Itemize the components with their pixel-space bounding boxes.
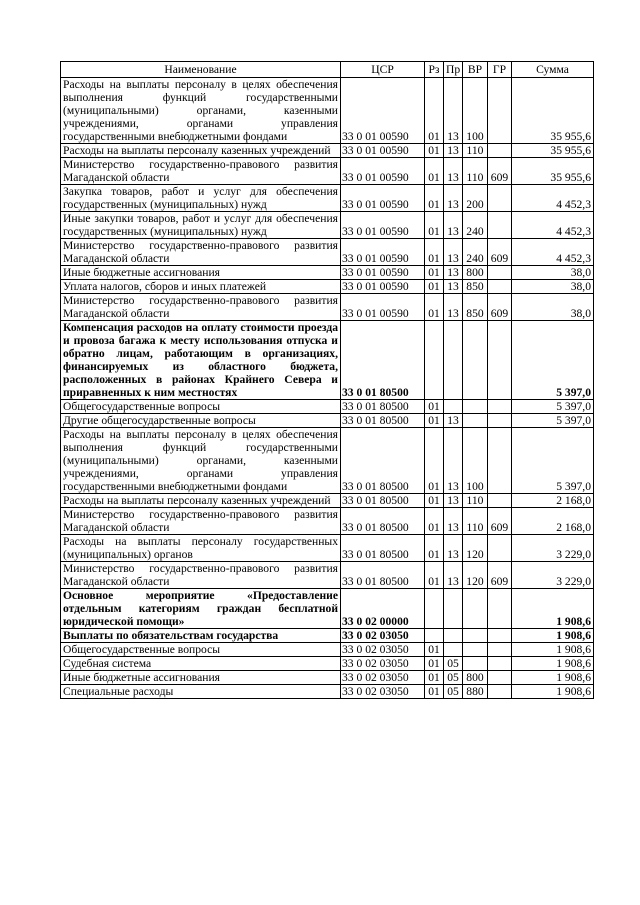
table-row <box>61 629 594 643</box>
cell-rz: 01 <box>425 685 444 699</box>
table-row <box>61 508 594 535</box>
cell-csr: 33 0 01 00590 <box>341 78 425 144</box>
cell-sum: 38,0 <box>512 294 594 321</box>
cell-rz: 01 <box>425 239 444 266</box>
cell-gr <box>488 428 512 494</box>
table-body <box>61 78 594 699</box>
header-gr: ГР <box>488 62 512 78</box>
cell-csr: 33 0 01 00590 <box>341 266 425 280</box>
cell-sum: 4 452,3 <box>512 185 594 212</box>
cell-vr: 240 <box>463 212 488 239</box>
header-name: Наименование <box>61 62 341 78</box>
cell-rz: 01 <box>425 657 444 671</box>
cell-sum: 35 955,6 <box>512 78 594 144</box>
cell-pr: 13 <box>444 266 463 280</box>
cell-gr <box>488 535 512 562</box>
cell-vr: 800 <box>463 266 488 280</box>
cell-vr <box>463 414 488 428</box>
cell-csr: 33 0 02 03050 <box>341 685 425 699</box>
cell-rz: 01 <box>425 294 444 321</box>
cell-pr: 13 <box>444 414 463 428</box>
cell-rz <box>425 629 444 643</box>
cell-csr: 33 0 01 00590 <box>341 294 425 321</box>
cell-gr: 609 <box>488 294 512 321</box>
cell-rz: 01 <box>425 414 444 428</box>
cell-name: Другие общегосударственные вопросы <box>61 414 341 428</box>
cell-vr <box>463 629 488 643</box>
cell-vr: 110 <box>463 158 488 185</box>
cell-pr: 13 <box>444 185 463 212</box>
cell-csr: 33 0 01 80500 <box>341 321 425 400</box>
cell-rz <box>425 321 444 400</box>
budget-table-page <box>60 61 593 699</box>
cell-pr: 13 <box>444 535 463 562</box>
table-row <box>61 212 594 239</box>
cell-vr: 850 <box>463 294 488 321</box>
cell-csr: 33 0 02 03050 <box>341 629 425 643</box>
cell-gr <box>488 643 512 657</box>
cell-gr <box>488 280 512 294</box>
cell-sum: 1 908,6 <box>512 643 594 657</box>
cell-name: Расходы на выплаты персоналу казенных учреждений <box>61 494 341 508</box>
cell-sum: 2 168,0 <box>512 508 594 535</box>
table-row <box>61 78 594 144</box>
cell-rz: 01 <box>425 643 444 657</box>
cell-gr: 609 <box>488 239 512 266</box>
cell-gr: 609 <box>488 158 512 185</box>
cell-gr <box>488 685 512 699</box>
cell-gr: 609 <box>488 508 512 535</box>
cell-rz: 01 <box>425 158 444 185</box>
table-row <box>61 562 594 589</box>
table-row <box>61 321 594 400</box>
cell-vr: 850 <box>463 280 488 294</box>
cell-csr: 33 0 02 03050 <box>341 643 425 657</box>
table-row <box>61 428 594 494</box>
cell-name: Министерство государственно-правового развития Магаданской области <box>61 294 341 321</box>
cell-csr: 33 0 01 00590 <box>341 239 425 266</box>
cell-csr: 33 0 01 80500 <box>341 508 425 535</box>
cell-pr <box>444 643 463 657</box>
cell-gr <box>488 185 512 212</box>
cell-csr: 33 0 01 80500 <box>341 562 425 589</box>
cell-vr <box>463 400 488 414</box>
cell-vr <box>463 643 488 657</box>
cell-csr: 33 0 02 03050 <box>341 657 425 671</box>
cell-pr <box>444 629 463 643</box>
cell-rz: 01 <box>425 212 444 239</box>
cell-sum: 1 908,6 <box>512 629 594 643</box>
cell-rz: 01 <box>425 494 444 508</box>
cell-vr: 110 <box>463 508 488 535</box>
table-row <box>61 185 594 212</box>
cell-pr <box>444 400 463 414</box>
cell-name: Общегосударственные вопросы <box>61 400 341 414</box>
cell-rz: 01 <box>425 428 444 494</box>
cell-sum: 38,0 <box>512 280 594 294</box>
table-row <box>61 414 594 428</box>
cell-pr <box>444 321 463 400</box>
table-row <box>61 158 594 185</box>
cell-csr: 33 0 01 80500 <box>341 400 425 414</box>
cell-name: Судебная система <box>61 657 341 671</box>
cell-vr <box>463 657 488 671</box>
cell-gr <box>488 414 512 428</box>
cell-vr: 200 <box>463 185 488 212</box>
header-rz: Рз <box>425 62 444 78</box>
table-row <box>61 294 594 321</box>
cell-rz: 01 <box>425 78 444 144</box>
cell-csr: 33 0 01 80500 <box>341 428 425 494</box>
cell-rz: 01 <box>425 508 444 535</box>
cell-name: Уплата налогов, сборов и иных платежей <box>61 280 341 294</box>
cell-pr: 13 <box>444 158 463 185</box>
cell-pr: 13 <box>444 428 463 494</box>
cell-csr: 33 0 01 00590 <box>341 158 425 185</box>
cell-sum: 1 908,6 <box>512 685 594 699</box>
cell-gr <box>488 78 512 144</box>
cell-rz: 01 <box>425 671 444 685</box>
cell-csr: 33 0 01 00590 <box>341 144 425 158</box>
table-row <box>61 239 594 266</box>
cell-name: Иные бюджетные ассигнования <box>61 671 341 685</box>
cell-rz: 01 <box>425 266 444 280</box>
cell-rz <box>425 589 444 629</box>
cell-gr <box>488 144 512 158</box>
cell-vr: 120 <box>463 535 488 562</box>
table-row <box>61 400 594 414</box>
cell-pr: 05 <box>444 685 463 699</box>
header-sum: Сумма <box>512 62 594 78</box>
cell-pr: 05 <box>444 657 463 671</box>
cell-sum: 1 908,6 <box>512 671 594 685</box>
cell-gr <box>488 629 512 643</box>
cell-csr: 33 0 01 00590 <box>341 212 425 239</box>
cell-pr: 05 <box>444 671 463 685</box>
cell-name: Расходы на выплаты персоналу казенных учреждений <box>61 144 341 158</box>
header-pr: Пр <box>444 62 463 78</box>
cell-csr: 33 0 01 80500 <box>341 414 425 428</box>
table-row <box>61 671 594 685</box>
cell-pr: 13 <box>444 562 463 589</box>
cell-gr: 609 <box>488 562 512 589</box>
table-row <box>61 266 594 280</box>
cell-sum: 3 229,0 <box>512 562 594 589</box>
cell-pr: 13 <box>444 212 463 239</box>
cell-sum: 35 955,6 <box>512 144 594 158</box>
cell-pr: 13 <box>444 78 463 144</box>
cell-name: Министерство государственно-правового развития Магаданской области <box>61 158 341 185</box>
table-row <box>61 643 594 657</box>
cell-sum: 1 908,6 <box>512 657 594 671</box>
cell-pr: 13 <box>444 494 463 508</box>
cell-pr: 13 <box>444 144 463 158</box>
header-csr: ЦСР <box>341 62 425 78</box>
cell-name: Министерство государственно-правового развития Магаданской области <box>61 239 341 266</box>
cell-gr <box>488 266 512 280</box>
cell-vr: 120 <box>463 562 488 589</box>
cell-sum: 1 908,6 <box>512 589 594 629</box>
cell-csr: 33 0 02 00000 <box>341 589 425 629</box>
cell-name: Закупка товаров, работ и услуг для обеспечения государственных (муниципальных) нужд <box>61 185 341 212</box>
table-row <box>61 494 594 508</box>
cell-rz: 01 <box>425 144 444 158</box>
cell-gr <box>488 212 512 239</box>
cell-name: Специальные расходы <box>61 685 341 699</box>
cell-gr <box>488 671 512 685</box>
budget-table <box>60 61 594 699</box>
cell-name: Компенсация расходов на оплату стоимости проезда и провоза багажа к месту использования отпуска и обратно лицам, работающим в организациях, финансируемых из областного бюджета, расположенных в районах Крайнего Севера и приравненных к ним местностях <box>61 321 341 400</box>
cell-csr: 33 0 01 00590 <box>341 185 425 212</box>
table-row <box>61 589 594 629</box>
cell-name: Основное мероприятие «Предоставление отдельным категориям граждан бесплатной юридической помощи» <box>61 589 341 629</box>
table-row <box>61 685 594 699</box>
cell-sum: 4 452,3 <box>512 239 594 266</box>
cell-vr: 100 <box>463 78 488 144</box>
cell-sum: 35 955,6 <box>512 158 594 185</box>
cell-sum: 3 229,0 <box>512 535 594 562</box>
cell-gr <box>488 657 512 671</box>
cell-gr <box>488 321 512 400</box>
cell-rz: 01 <box>425 562 444 589</box>
cell-sum: 5 397,0 <box>512 414 594 428</box>
cell-name: Иные закупки товаров, работ и услуг для обеспечения государственных (муниципальных) нужд <box>61 212 341 239</box>
cell-vr: 100 <box>463 428 488 494</box>
cell-vr: 240 <box>463 239 488 266</box>
cell-name: Общегосударственные вопросы <box>61 643 341 657</box>
table-row <box>61 280 594 294</box>
cell-name: Расходы на выплаты персоналу государственных (муниципальных) органов <box>61 535 341 562</box>
cell-rz: 01 <box>425 535 444 562</box>
cell-pr <box>444 589 463 629</box>
table-row <box>61 657 594 671</box>
table-row <box>61 144 594 158</box>
cell-pr: 13 <box>444 239 463 266</box>
cell-gr <box>488 589 512 629</box>
cell-pr: 13 <box>444 280 463 294</box>
cell-name: Иные бюджетные ассигнования <box>61 266 341 280</box>
cell-vr <box>463 321 488 400</box>
cell-name: Расходы на выплаты персоналу в целях обеспечения выполнения функций государственными (муниципальными) органами, казенными учреждениями, органами управления государственными внебюджетными фондами <box>61 78 341 144</box>
table-row <box>61 535 594 562</box>
cell-sum: 4 452,3 <box>512 212 594 239</box>
cell-sum: 5 397,0 <box>512 321 594 400</box>
table-header-row <box>61 62 594 78</box>
cell-name: Министерство государственно-правового развития Магаданской области <box>61 562 341 589</box>
cell-vr <box>463 589 488 629</box>
cell-csr: 33 0 02 03050 <box>341 671 425 685</box>
cell-pr: 13 <box>444 294 463 321</box>
cell-gr <box>488 400 512 414</box>
cell-pr: 13 <box>444 508 463 535</box>
cell-vr: 800 <box>463 671 488 685</box>
cell-csr: 33 0 01 80500 <box>341 535 425 562</box>
cell-sum: 5 397,0 <box>512 400 594 414</box>
cell-sum: 38,0 <box>512 266 594 280</box>
cell-csr: 33 0 01 00590 <box>341 280 425 294</box>
cell-rz: 01 <box>425 185 444 212</box>
cell-vr: 110 <box>463 144 488 158</box>
cell-name: Выплаты по обязательствам государства <box>61 629 341 643</box>
header-vr: ВР <box>463 62 488 78</box>
cell-name: Расходы на выплаты персоналу в целях обеспечения выполнения функций государственными (муниципальными) органами, казенными учреждениями, органами управления государственными внебюджетными фондами <box>61 428 341 494</box>
cell-rz: 01 <box>425 280 444 294</box>
cell-vr: 880 <box>463 685 488 699</box>
cell-sum: 2 168,0 <box>512 494 594 508</box>
cell-csr: 33 0 01 80500 <box>341 494 425 508</box>
cell-rz: 01 <box>425 400 444 414</box>
cell-sum: 5 397,0 <box>512 428 594 494</box>
cell-gr <box>488 494 512 508</box>
cell-name: Министерство государственно-правового развития Магаданской области <box>61 508 341 535</box>
cell-vr: 110 <box>463 494 488 508</box>
